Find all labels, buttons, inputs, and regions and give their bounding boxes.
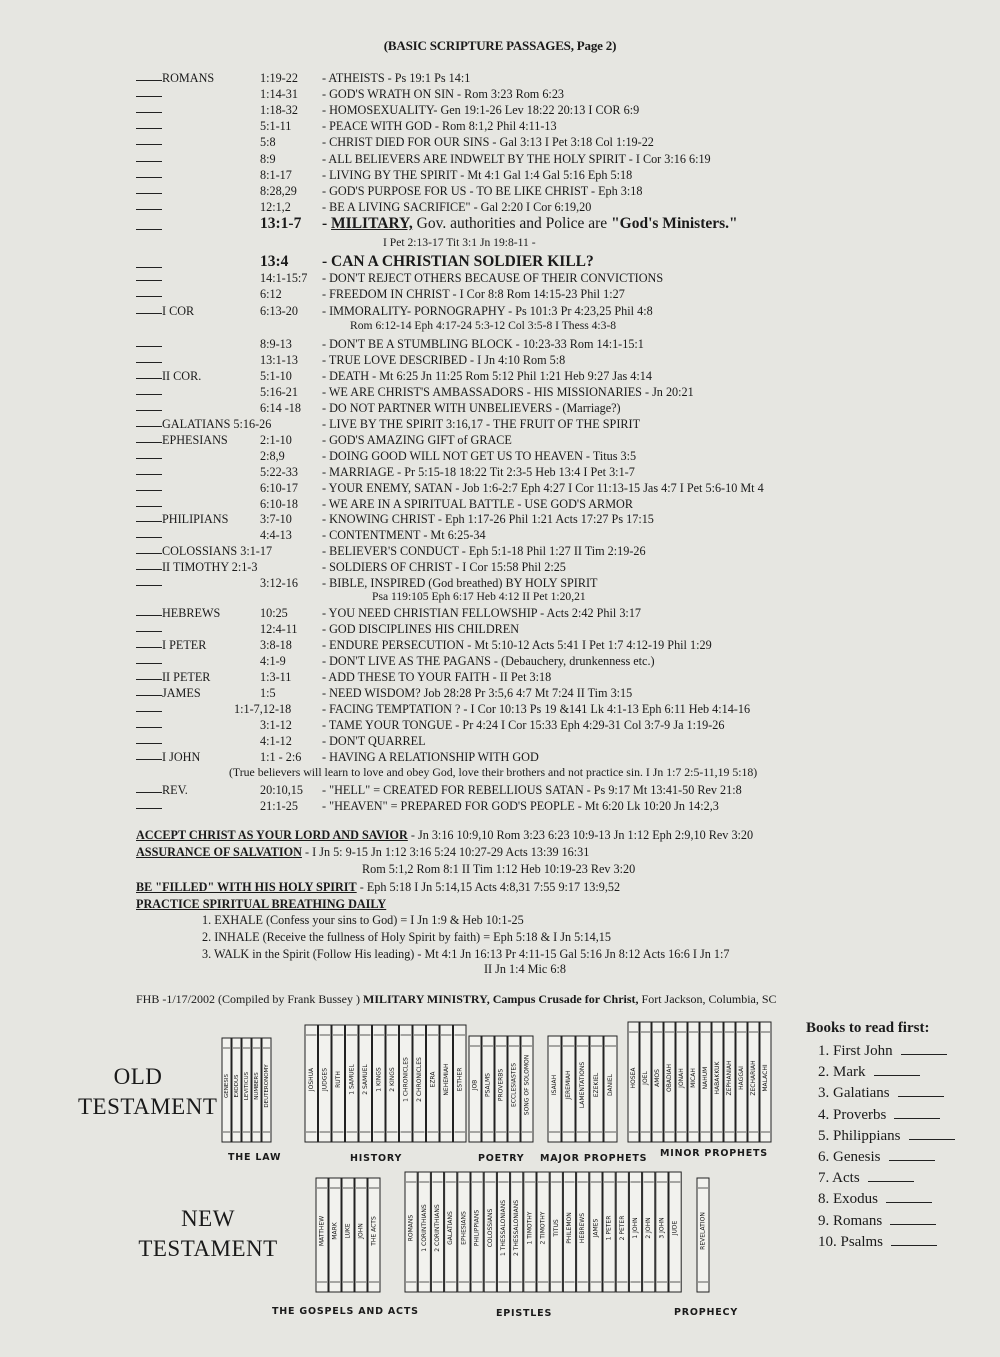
- passage-book: HEBREWS: [162, 606, 221, 620]
- passage-ref: 13:1-13: [260, 352, 298, 367]
- passage-desc: - CONTENTMENT - Mt 6:25-34: [322, 528, 486, 543]
- passage-desc: - DON'T LIVE AS THE PAGANS - (Debauchery, drunkenness etc.): [322, 654, 655, 669]
- passage-ref: 3:7-10: [260, 512, 292, 527]
- passage-ref: 1:1-7,12-18: [234, 702, 292, 717]
- book-title: THE ACTS: [370, 1216, 378, 1246]
- passage-ref: 8:1-17: [260, 167, 292, 182]
- book-title: MATTHEW: [318, 1215, 326, 1247]
- book-title: MALACHI: [762, 1064, 769, 1092]
- passage-book: I COR: [162, 303, 195, 318]
- book-title: EZRA: [429, 1071, 437, 1088]
- reading-item-label: 8. Exodus: [818, 1191, 878, 1208]
- passage-desc: - "HELL" = CREATED FOR REBELLIOUS SATAN - Ps 9:17 Mt 13:41-50 Rev 21:8: [322, 783, 742, 797]
- shelf-prophecy: [697, 1178, 709, 1292]
- book-title: HAGGAI: [738, 1066, 745, 1090]
- passage-desc: - TAME YOUR TONGUE - Pr 4:24 I Cor 15:33 Eph 4:29-31 Col 3:7-9 Ja 1:19-26: [322, 718, 725, 733]
- passage-desc: - YOUR ENEMY, SATAN - Job 1:6-2:7 Eph 4:27 I Cor 11:13-15 Jas 4:7 I Pet 5:6-10 Mt 4: [322, 480, 764, 495]
- passage-desc: - BIBLE, INSPIRED (God breathed) BY HOLY SPIRIT: [322, 576, 598, 591]
- book-title: JOB: [471, 1079, 479, 1091]
- book-title: NAHUM: [702, 1066, 709, 1090]
- passage-desc: - DON'T REJECT OTHERS BECAUSE OF THEIR CONVICTIONS: [322, 271, 664, 285]
- passage-book: I PETER: [162, 638, 207, 653]
- book-title: TITUS: [552, 1219, 560, 1237]
- book-title: SONG OF SOLOMON: [523, 1054, 531, 1116]
- reading-list-title: Books to read first:: [806, 1020, 930, 1036]
- passage-ref: 8:9-13: [260, 337, 292, 351]
- shelf-minor: [628, 1022, 771, 1142]
- passage-desc: - DON'T BE A STUMBLING BLOCK - 10:23-33 Rom 14:1-15:1: [322, 337, 644, 351]
- accept-christ-refs: - Jn 3:16 10:9,10 Rom 3:23 6:23 10:9-13 Jn 1:12 Eph 2:9,10 Rev 3:20: [407, 828, 754, 842]
- passage-desc: - MARRIAGE - Pr 5:15-18 18:22 Tit 2:3-5 Heb 13:4 I Pet 3:1-7: [322, 464, 635, 479]
- book-title: 2 THESSALONIANS: [513, 1199, 521, 1257]
- reading-item-blank: [886, 1190, 932, 1203]
- passage-desc: - PEACE WITH GOD - Rom 8:1,2 Phil 4:11-13: [322, 119, 557, 134]
- book-title: 2 TIMOTHY: [539, 1211, 547, 1245]
- passage-ref: 6:12: [260, 287, 282, 302]
- bible-refs: Psa 119:105 Eph 6:17 Heb 4:12 II Pet 1:20,21: [372, 590, 586, 603]
- passage-book: II TIMOTHY 2:1-3: [162, 560, 258, 575]
- reading-item-blank: [894, 1106, 940, 1119]
- assurance-cont: Rom 5:1,2 Rom 8:1 II Tim 1:12 Heb 10:19-23 Rev 3:20: [362, 862, 636, 876]
- passage-desc: - ALL BELIEVERS ARE INDWELT BY THE HOLY SPIRIT - I Cor 3:16 6:19: [322, 151, 711, 166]
- book-title: ZEPHANIAH: [726, 1060, 733, 1096]
- breathing-step: 2. INHALE (Receive the fullness of Holy Spirit by faith) = Eph 5:18 & I Jn 5:14,15: [202, 930, 611, 944]
- passage-ref: 5:1-11: [260, 119, 292, 134]
- passage-desc: - FREEDOM IN CHRIST - I Cor 8:8 Rom 14:15-23 Phil 1:27: [322, 287, 625, 302]
- book-title: ISAIAH: [551, 1074, 558, 1096]
- passage-desc: - TRUE LOVE DESCRIBED - I Jn 4:10 Rom 5:8: [322, 352, 566, 367]
- old-label-1: OLD: [113, 1064, 163, 1089]
- reading-item-label: 1. First John: [818, 1043, 893, 1059]
- book-title: GENESIS: [224, 1074, 230, 1098]
- passage-desc: - ATHEISTS - Ps 19:1 Ps 14:1: [322, 71, 471, 85]
- book-title: 3 JOHN: [658, 1217, 666, 1239]
- book-title: LUKE: [344, 1223, 352, 1239]
- passage-ref: 6:10-17: [260, 480, 298, 495]
- assurance-refs: - I Jn 5: 9-15 Jn 1:12 3:16 5:24 10:27-29 Acts 13:39 16:31: [301, 845, 590, 859]
- book-title: GALATIANS: [447, 1211, 455, 1245]
- shelf-history: [305, 1025, 466, 1142]
- book-title: JOHN: [357, 1223, 365, 1239]
- passage-desc: - GOD'S WRATH ON SIN - Rom 3:23 Rom 6:23: [322, 87, 565, 102]
- shelf-label-major: MAJOR PROPHETS: [540, 1153, 648, 1164]
- reading-items: [806, 1041, 986, 1253]
- passage-ref: 1:18-32: [260, 103, 298, 118]
- passage-desc: - NEED WISDOM? Job 28:28 Pr 3:5,6 4:7 Mt 7:24 II Tim 3:15: [322, 686, 633, 701]
- military-quote: "God's Ministers.": [611, 215, 738, 232]
- passage-desc: - GOD'S AMAZING GIFT of GRACE: [322, 432, 512, 447]
- passage-ref: 6:10-18: [260, 496, 298, 511]
- book-title: 2 PETER: [618, 1215, 626, 1241]
- passage-ref: 12:4-11: [260, 622, 298, 637]
- step3-cont: II Jn 1:4 Mic 6:8: [484, 962, 566, 976]
- book-title: 2 CHRONICLES: [415, 1057, 423, 1102]
- reading-list: [806, 1020, 986, 1253]
- book-title: 1 CORINTHIANS: [420, 1204, 428, 1252]
- book-title: HEBREWS: [579, 1212, 587, 1244]
- book-title: ECCLESIASTES: [510, 1062, 518, 1108]
- accept-christ-head: ACCEPT CHRIST AS YOUR LORD AND SAVIOR: [136, 828, 408, 842]
- passage-ref: 3:8-18: [260, 638, 292, 653]
- true-believers-note: (True believers will learn to love and obey God, love their brothers and not practice sin. I Jn 1:7 2:5-11,19 5:18): [229, 765, 758, 779]
- old-label-2: TESTAMENT: [78, 1094, 218, 1119]
- reading-item-label: 3. Galatians: [818, 1085, 890, 1102]
- book-title: LAMENTATIONS: [579, 1061, 586, 1109]
- passage-desc: - DOING GOOD WILL NOT GET US TO HEAVEN - Titus 3:5: [322, 448, 637, 463]
- passage-ref: 1:3-11: [260, 670, 292, 685]
- passage-ref: 6:13-20: [260, 303, 298, 318]
- passage-desc: - GOD DISCIPLINES HIS CHILDREN: [322, 622, 520, 637]
- passage-desc: - FACING TEMPTATION ? - I Cor 10:13 Ps 19 &141 Lk 4:1-13 Eph 6:11 Heb 4:14-16: [322, 702, 751, 717]
- passage-desc: - "HEAVEN" = PREPARED FOR GOD'S PEOPLE - Mt 6:20 Lk 10:20 Jn 14:2,3: [322, 799, 719, 814]
- footer-suffix: Fort Jackson, Columbia, SC: [638, 992, 777, 1006]
- book-title: PROVERBS: [497, 1068, 505, 1102]
- passage-book: II COR.: [162, 368, 202, 383]
- passage-book: COLOSSIANS 3:1-17: [162, 544, 273, 559]
- military-refs: I Pet 2:13-17 Tit 3:1 Jn 19:8-11 -: [383, 236, 536, 249]
- passage-ref: 3:12-16: [260, 576, 298, 591]
- passage-desc: - HOMOSEXUALITY- Gen 19:1-26 Lev 18:22 20:13 I COR 6:9: [322, 103, 640, 118]
- be-filled-refs: - Eph 5:18 I Jn 5:14,15 Acts 4:8,31 7:55 9:17 13:9,52: [356, 880, 621, 894]
- book-title: OBADIAH: [666, 1064, 673, 1092]
- passage-ref: 1:14-31: [260, 87, 298, 102]
- be-filled-head: BE "FILLED" WITH HIS HOLY SPIRIT: [136, 880, 357, 894]
- passage-desc: - BE A LIVING SACRIFICE" - Gal 2:20 I Cor 6:19,20: [322, 199, 592, 214]
- reading-item: [818, 1168, 986, 1189]
- reading-item-blank: [901, 1042, 947, 1055]
- shelf-major: [548, 1036, 617, 1142]
- passage-book: EPHESIANS: [162, 432, 228, 447]
- passage-ref: 4:1-12: [260, 734, 292, 749]
- shelf-epistles: [405, 1172, 681, 1292]
- book-title: NUMBERS: [254, 1072, 260, 1100]
- passage-ref: 21:1-25: [260, 799, 298, 814]
- passage-ref: 10:25: [260, 606, 288, 620]
- shelf-label-history: HISTORY: [350, 1153, 403, 1164]
- book-title: PSALMS: [484, 1073, 492, 1097]
- footer-bold: MILITARY MINISTRY, Campus Crusade for Christ,: [363, 992, 639, 1006]
- passage-ref: 6:14 -18: [260, 400, 301, 415]
- shelf-label-epistles: EPISTLES: [496, 1308, 553, 1319]
- passage-book: II PETER: [162, 670, 211, 685]
- book-title: REVELATION: [699, 1212, 707, 1250]
- reading-item-label: 5. Philippians: [818, 1127, 901, 1144]
- passage-desc: - HAVING A RELATIONSHIP WITH GOD: [322, 750, 539, 765]
- book-title: JUDGES: [321, 1067, 329, 1092]
- book-title: 2 CORINTHIANS: [434, 1204, 441, 1252]
- passage-ref: 13:4: [260, 253, 289, 270]
- breathing-step: 1. EXHALE (Confess your sins to God) = I Jn 1:9 & Heb 10:1-25: [202, 913, 524, 927]
- passage-ref: 13:1-7: [260, 215, 302, 232]
- military-dash: -: [322, 215, 332, 232]
- book-title: JOEL: [642, 1071, 649, 1085]
- passage-desc: - LIVE BY THE SPIRIT 3:16,17 - THE FRUIT OF THE SPIRIT: [322, 416, 641, 431]
- passage-desc: - GOD'S PURPOSE FOR US - TO BE LIKE CHRIST - Eph 3:18: [322, 183, 643, 198]
- immorality-refs: Rom 6:12-14 Eph 4:17-24 5:3-12 Col 3:5-8 I Thess 4:3-8: [350, 319, 617, 332]
- reading-item: [818, 1126, 986, 1147]
- book-title: RUTH: [334, 1071, 342, 1088]
- passage-book: JAMES: [162, 686, 201, 701]
- book-title: PHILIPPIANS: [473, 1209, 481, 1247]
- passage-book: PHILIPIANS: [162, 512, 229, 527]
- book-title: JAMES: [592, 1218, 600, 1238]
- book-title: 2 SAMUEL: [361, 1064, 369, 1095]
- passage-desc: - LIVING BY THE SPIRIT - Mt 4:1 Gal 1:4 Gal 5:16 Eph 5:18: [322, 167, 633, 182]
- reading-item-blank: [868, 1169, 914, 1182]
- shelf-label-prophecy: PROPHECY: [674, 1307, 739, 1318]
- book-title: COLOSSIANS: [486, 1208, 494, 1248]
- shelf-poetry: [469, 1036, 533, 1142]
- page-title: (BASIC SCRIPTURE PASSAGES, Page 2): [383, 38, 617, 53]
- reading-item-blank: [891, 1233, 937, 1246]
- passage-ref: 5:1-10: [260, 368, 292, 383]
- shelf-label-minor: MINOR PROPHETS: [660, 1148, 768, 1159]
- passage-desc: - IMMORALITY- PORNOGRAPHY - Ps 101:3 Pr 4:23,25 Phil 4:8: [322, 303, 653, 318]
- passage-ref: 12:1,2: [260, 199, 291, 214]
- book-title: JONAH: [678, 1068, 685, 1088]
- passage-ref: 1:1 - 2:6: [260, 750, 302, 765]
- passage-book: REV.: [162, 783, 188, 797]
- passage-ref: 5:16-21: [260, 384, 298, 399]
- passage-ref: 4:1-9: [260, 654, 286, 669]
- book-title: ESTHER: [456, 1067, 464, 1092]
- book-title: HABAKKUK: [714, 1061, 721, 1095]
- passage-desc: - SOLDIERS OF CHRIST - I Cor 15:58 Phil 2:25: [322, 560, 566, 575]
- passage-ref: 1:19-22: [260, 71, 298, 85]
- passage-ref: 8:28,29: [260, 183, 297, 198]
- passage-book: GALATIANS 5:16-26: [162, 416, 272, 431]
- book-title: DANIEL: [607, 1073, 614, 1097]
- passage-desc: - YOU NEED CHRISTIAN FELLOWSHIP - Acts 2:42 Phil 3:17: [322, 606, 642, 620]
- book-title: MARK: [331, 1222, 339, 1240]
- book-title: NEHEMIAH: [442, 1063, 450, 1096]
- book-title: MICAH: [690, 1068, 697, 1088]
- passage-desc: - DEATH - Mt 6:25 Jn 11:25 Rom 5:12 Phil 1:21 Heb 9:27 Jas 4:14: [322, 368, 652, 383]
- book-title: 1 TIMOTHY: [526, 1211, 534, 1245]
- reading-item-label: 4. Proverbs: [818, 1106, 887, 1123]
- reading-item: [818, 1062, 986, 1083]
- book-title: ROMANS: [407, 1214, 415, 1242]
- shelf-law: [222, 1038, 271, 1142]
- reading-item: [818, 1083, 986, 1104]
- shelf-gospels: [316, 1178, 380, 1292]
- book-title: 1 JOHN: [632, 1217, 639, 1239]
- reading-item-label: 2. Mark: [818, 1064, 866, 1081]
- passage-desc: - DON'T QUARREL: [322, 734, 426, 749]
- book-title: EXODUS: [234, 1074, 240, 1098]
- reading-item: [818, 1211, 986, 1232]
- book-title: EZEKIEL: [593, 1072, 600, 1098]
- passage-book: ROMANS: [162, 71, 215, 85]
- passage-desc: - WE ARE IN A SPIRITUAL BATTLE - USE GOD'S ARMOR: [322, 496, 633, 511]
- passage-desc: - KNOWING CHRIST - Eph 1:17-26 Phil 1:21 Acts 17:27 Ps 17:15: [322, 512, 654, 527]
- passage-desc: - ENDURE PERSECUTION - Mt 5:10-12 Acts 5:41 I Pet 1:7 4:12-19 Phil 1:29: [322, 638, 712, 653]
- book-title: JUDE: [671, 1220, 679, 1236]
- book-title: DEUTERONOMY: [264, 1064, 270, 1108]
- passage-desc: - BELIEVER'S CONDUCT - Eph 5:1-18 Phil 1:27 II Tim 2:19-26: [322, 544, 646, 559]
- reading-item: [818, 1105, 986, 1126]
- reading-item-label: 10. Psalms: [818, 1233, 884, 1250]
- reading-item-label: 7. Acts: [818, 1170, 860, 1187]
- reading-item-blank: [874, 1063, 920, 1076]
- reading-item: [818, 1147, 986, 1168]
- reading-item: [818, 1189, 986, 1210]
- passage-ref: 5:22-33: [260, 464, 298, 479]
- assurance-head: ASSURANCE OF SALVATION: [136, 845, 302, 859]
- reading-item: [818, 1041, 986, 1062]
- book-title: 2 JOHN: [645, 1217, 653, 1239]
- reading-item-blank: [909, 1127, 955, 1140]
- passage-desc: - CHRIST DIED FOR OUR SINS - Gal 3:13 I Pet 3:18 Col 1:19-22: [322, 135, 654, 150]
- passage-ref: 4:4-13: [260, 528, 292, 543]
- passage-ref: 2:8,9: [260, 448, 285, 463]
- reading-item-blank: [889, 1148, 935, 1161]
- passage-desc: - DO NOT PARTNER WITH UNBELIEVERS - (Marriage?): [322, 400, 621, 415]
- book-title: JEREMIAH: [565, 1070, 572, 1100]
- book-title: PHILEMON: [566, 1212, 573, 1244]
- new-label-2: TESTAMENT: [138, 1236, 278, 1261]
- book-title: EPHESIANS: [460, 1211, 468, 1245]
- book-title: AMOS: [654, 1069, 661, 1087]
- book-title: 1 PETER: [605, 1215, 613, 1241]
- military-text: Gov. authorities and Police are: [412, 215, 612, 232]
- passage-ref: 14:1-15:7: [260, 271, 308, 285]
- passage-desc: - WE ARE CHRIST'S AMBASSADORS - HIS MISSIONARIES - Jn 20:21: [322, 384, 694, 399]
- military-label: MILITARY,: [331, 215, 413, 232]
- passage-ref: 3:1-12: [260, 718, 292, 733]
- book-title: HOSEA: [630, 1067, 637, 1089]
- footer-prefix: FHB -1/17/2002 (Compiled by Frank Bussey ): [136, 992, 363, 1006]
- passage-ref: 8:9: [260, 151, 276, 166]
- passage-desc: - CAN A CHRISTIAN SOLDIER KILL?: [322, 253, 594, 270]
- book-title: ZECHARIAH: [750, 1060, 757, 1096]
- reading-item-blank: [890, 1212, 936, 1225]
- passage-book: I JOHN: [162, 750, 201, 765]
- book-title: 1 SAMUEL: [348, 1064, 356, 1095]
- reading-item-label: 6. Genesis: [818, 1149, 881, 1166]
- book-title: 1 THESSALONIANS: [500, 1199, 507, 1257]
- book-title: 1 KINGS: [375, 1067, 383, 1092]
- passage-ref: 2:1-10: [260, 432, 292, 447]
- breathing-step: 3. WALK in the Spirit (Follow His leading) - Mt 4:1 Jn 16:13 Pr 4:11-15 Gal 5:16 Jn 8:12 Acts 16:6 I Jn 1:7: [202, 947, 730, 961]
- book-title: LEVITICUS: [244, 1071, 250, 1101]
- reading-item-label: 9. Romans: [818, 1212, 883, 1229]
- new-label-1: NEW: [181, 1206, 235, 1231]
- passage-ref: 1:5: [260, 686, 276, 701]
- passage-ref: 20:10,15: [260, 783, 303, 797]
- book-title: 2 KINGS: [388, 1067, 396, 1092]
- book-title: JOSHUA: [307, 1067, 315, 1092]
- shelf-label-gospels: THE GOSPELS AND ACTS: [272, 1306, 419, 1317]
- spiritual-breathing-head: PRACTICE SPIRITUAL BREATHING DAILY: [136, 897, 387, 911]
- passage-ref: 5:8: [260, 135, 276, 150]
- shelf-label-law: THE LAW: [228, 1152, 282, 1163]
- book-title: 1 CHRONICLES: [402, 1057, 410, 1102]
- passage-desc: - ADD THESE TO YOUR FAITH - II Pet 3:18: [322, 670, 552, 685]
- reading-item: [818, 1232, 986, 1253]
- shelf-label-poetry: POETRY: [478, 1153, 525, 1164]
- reading-item-blank: [898, 1084, 944, 1097]
